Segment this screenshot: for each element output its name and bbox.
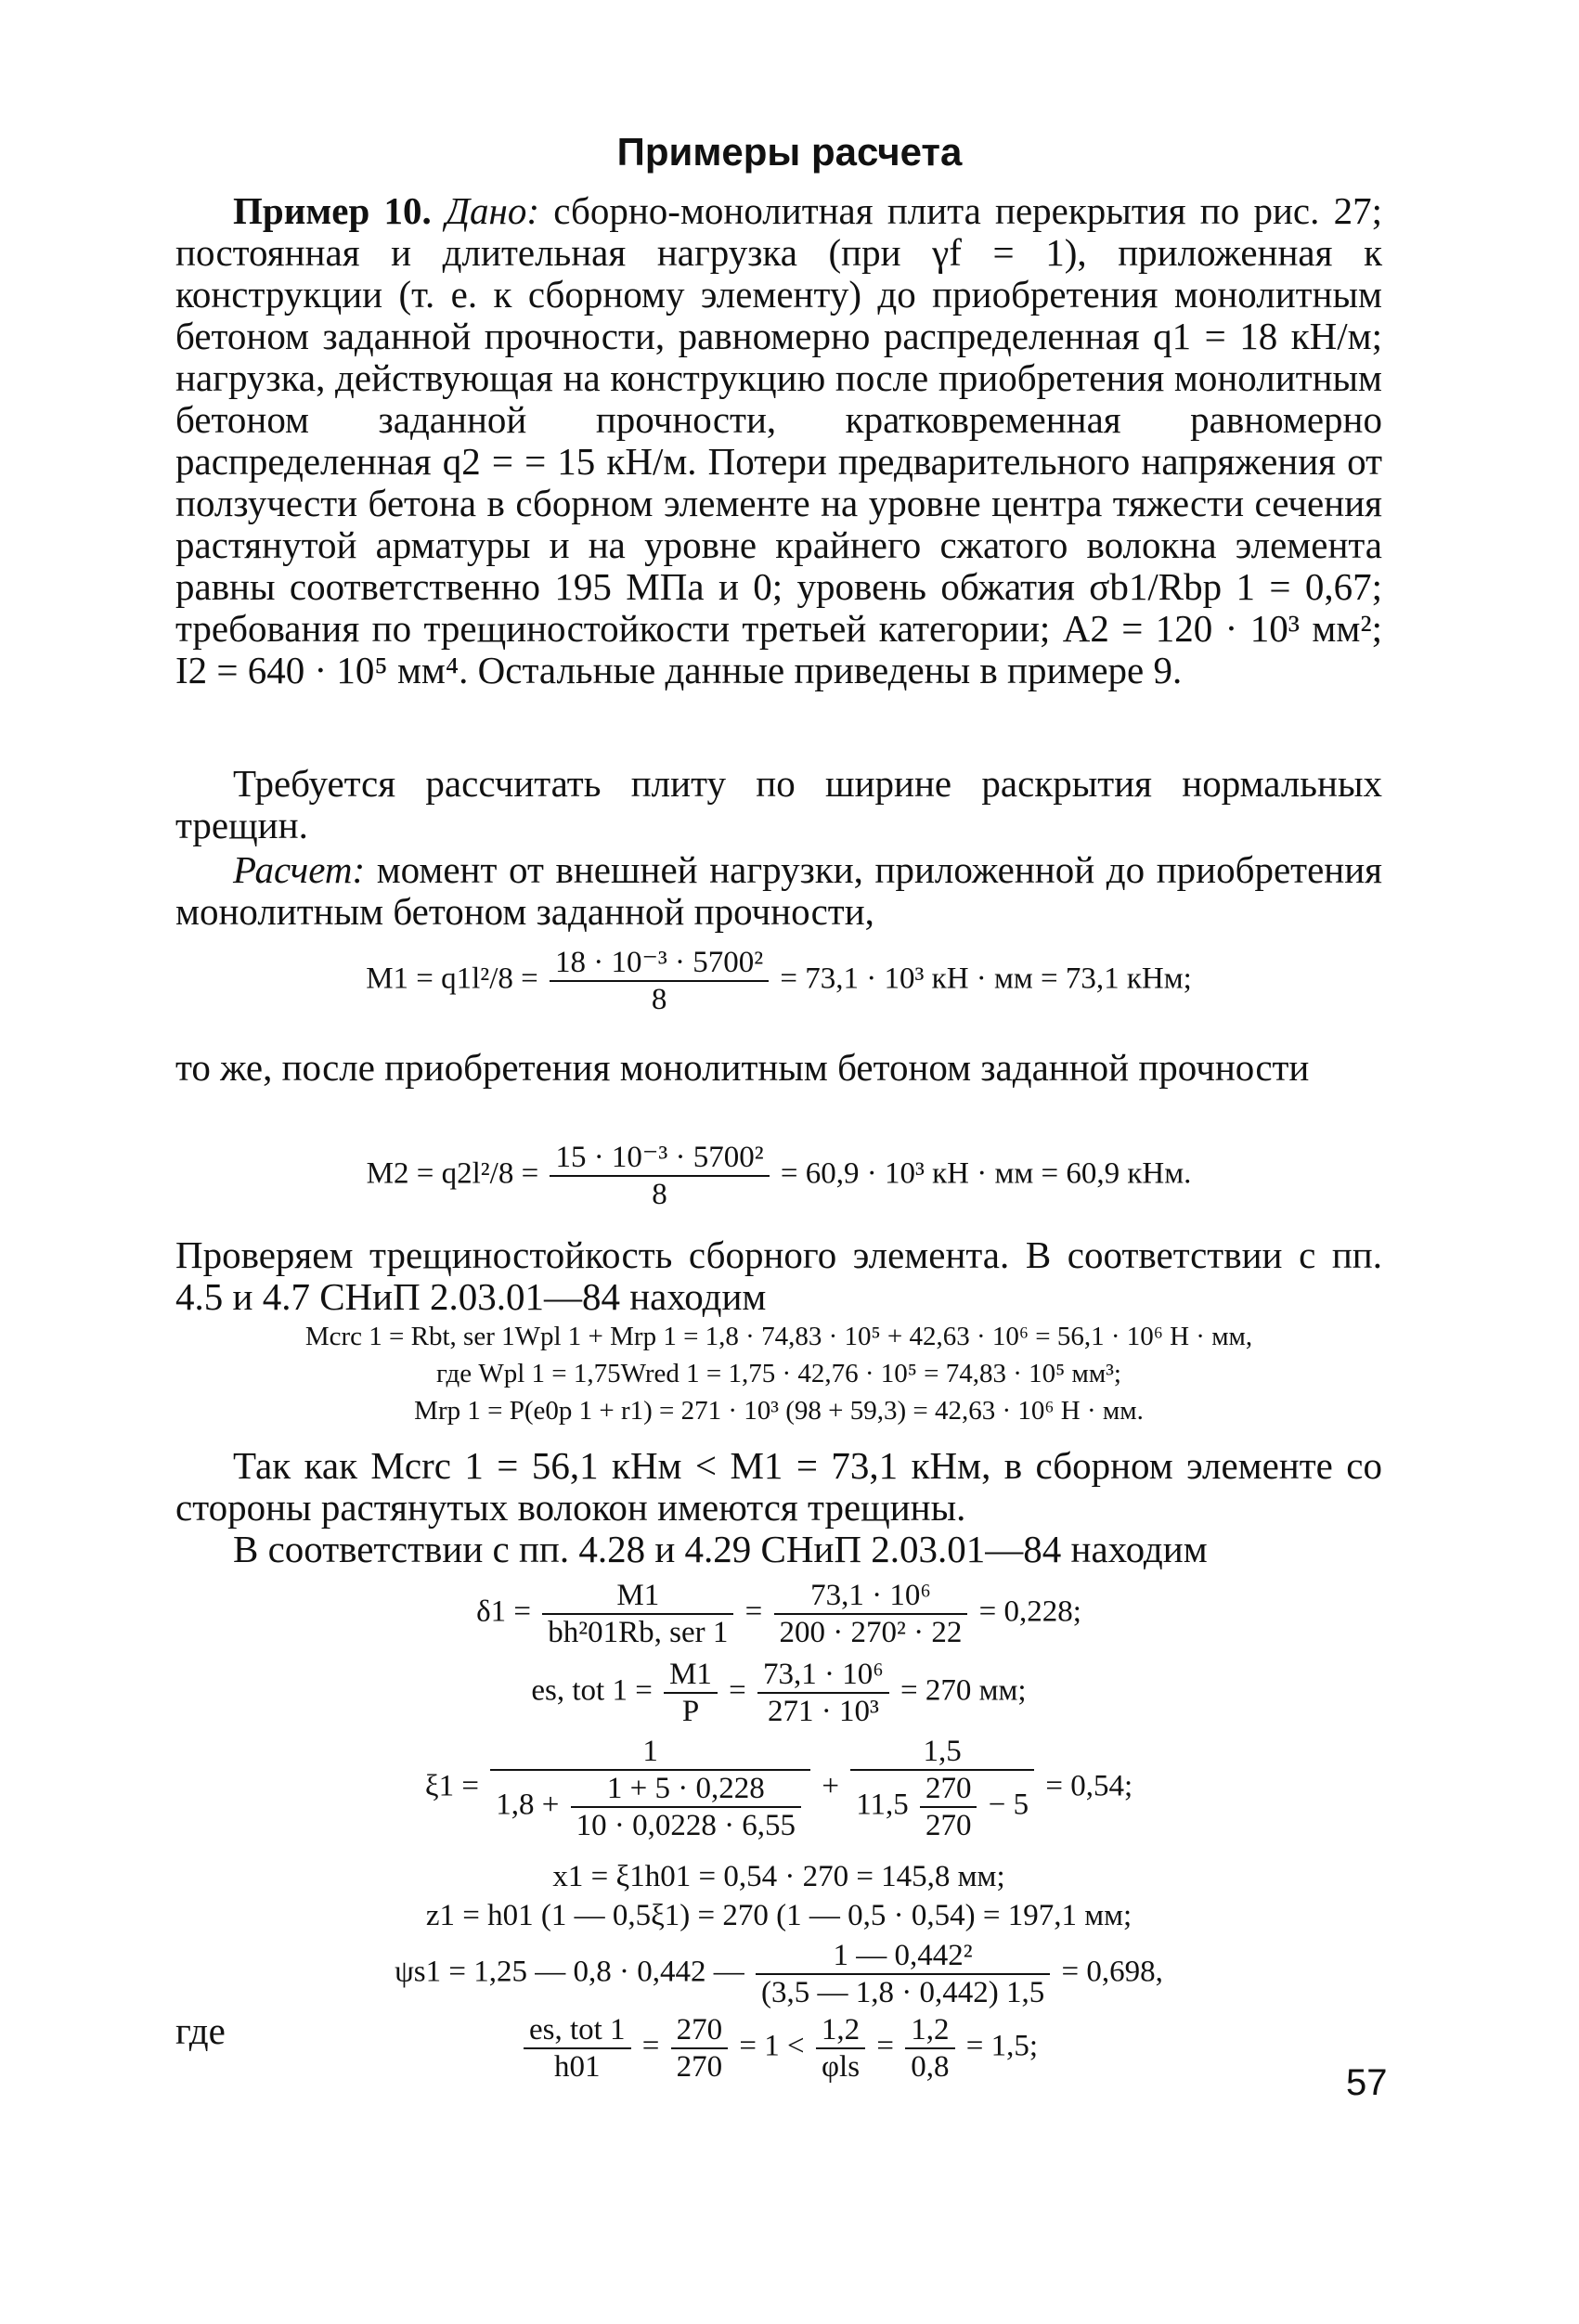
where-f1-numerator: es, tot 1 — [524, 2012, 631, 2049]
crc-line-1: Mcrc 1 = Rbt, ser 1Wpl 1 + Mrp 1 = 1,8 · 74,83 · 10⁵ + 42,63 · 10⁶ = 56,1 · 10⁶ Н · мм, — [304, 1322, 1253, 1351]
where-fraction-1 — [524, 2012, 631, 2085]
formula-z1: z1 = h01 (1 — 0,5ξ1) = 270 (1 — 0,5 · 0,54) = 197,1 мм; — [425, 1899, 1132, 1932]
es-fraction-2 — [757, 1657, 889, 1729]
requirement-paragraph: Требуется рассчитать плиту по ширине раскрытия нормальных трещин. — [175, 762, 1382, 846]
where-f2-numerator: 270 — [671, 2012, 729, 2049]
formula-es — [175, 1657, 1382, 1729]
m2-numerator: 15 · 10⁻³ · 5700² — [550, 1140, 769, 1177]
where-fraction-3 — [816, 2012, 865, 2085]
calc-paragraph — [175, 849, 1382, 933]
m1-fraction — [550, 945, 769, 1017]
xi-f1-nested-numerator: 1 + 5 · 0,228 — [571, 1771, 801, 1808]
es-f1-denominator: P — [681, 1695, 700, 1728]
m2-rhs: = 60,9 · 10³ кН · мм = 60,9 кНм. — [780, 1156, 1192, 1191]
delta-rhs: = 0,228; — [978, 1595, 1081, 1629]
formula-psi — [175, 1938, 1382, 2010]
where-f4-denominator: 0,8 — [911, 2050, 950, 2084]
es-eq: = — [729, 1673, 746, 1708]
es-f2-numerator: 73,1 · 10⁶ — [757, 1657, 889, 1694]
formula-m1 — [175, 945, 1382, 1017]
es-lhs: es, tot 1 = — [531, 1673, 653, 1708]
psi-lhs: ψs1 = 1,25 — 0,8 · 0,442 — — [395, 1955, 744, 1989]
where-f3-denominator: φls — [821, 2050, 861, 2084]
xi-f2-nested-numerator: 270 — [920, 1771, 977, 1808]
m2-fraction — [550, 1140, 769, 1212]
xi-plus: + — [822, 1769, 839, 1803]
xi-f2-nested-fraction — [920, 1771, 977, 1843]
xi-f2-numerator: 1,5 — [850, 1734, 1034, 1771]
delta-fraction-2 — [774, 1578, 968, 1650]
formula-m2 — [175, 1140, 1382, 1212]
crc-block — [175, 1318, 1382, 1429]
crc-line-2: где Wpl 1 = 1,75Wred 1 = 1,75 · 42,76 · 10⁵ = 74,83 · 10⁵ мм³; — [436, 1359, 1121, 1388]
psi-denominator: (3,5 — 1,8 · 0,442) 1,5 — [761, 1976, 1045, 2009]
same-after-paragraph: то же, после приобретения монолитным бетоном заданной прочности — [175, 1046, 1310, 1089]
xi-f1-numerator: 1 — [490, 1734, 810, 1771]
xi-f2-den-prefix: 11,5 — [856, 1788, 909, 1822]
xi-f1-denominator — [490, 1771, 810, 1843]
delta-eq: = — [744, 1595, 763, 1629]
given-label: Дано: — [445, 189, 540, 232]
m1-denominator: 8 — [651, 983, 667, 1016]
where-fraction-4 — [905, 2012, 954, 2085]
xi-fraction-2 — [850, 1734, 1034, 1843]
calc-text: момент от внешней нагрузки, приложенной до приобретения монолитным бетоном заданной прочности, — [175, 848, 1383, 933]
where-mid: = 1 < — [739, 2029, 805, 2063]
delta-f2-denominator: 200 · 270² · 22 — [779, 1616, 963, 1649]
where-f3-numerator: 1,2 — [816, 2012, 865, 2049]
xi-f2-nested-denominator: 270 — [925, 1809, 972, 1842]
example-paragraph — [175, 190, 1382, 691]
formula-where — [175, 2009, 1382, 2085]
where-eq-2: = — [876, 2029, 895, 2063]
m2-denominator: 8 — [652, 1178, 667, 1211]
accordance-paragraph: В соответствии с пп. 4.28 и 4.29 СНиП 2.03.01—84 находим — [233, 1528, 1208, 1570]
es-f2-denominator: 271 · 10³ — [767, 1695, 879, 1728]
where-f2-denominator: 270 — [676, 2050, 723, 2084]
xi-rhs: = 0,54; — [1045, 1769, 1133, 1803]
delta-f2-numerator: 73,1 · 10⁶ — [774, 1578, 968, 1615]
formula-xi — [175, 1734, 1382, 1843]
delta-fraction-1 — [542, 1578, 733, 1650]
m1-rhs: = 73,1 · 10³ кН · мм = 73,1 кНм; — [780, 962, 1192, 996]
where-rhs: = 1,5; — [965, 2029, 1039, 2063]
where-f4-numerator: 1,2 — [905, 2012, 954, 2049]
xi-fraction-1 — [490, 1734, 810, 1843]
formula-x1: x1 = ξ1h01 = 0,54 · 270 = 145,8 мм; — [552, 1860, 1005, 1893]
m1-numerator: 18 · 10⁻³ · 5700² — [550, 945, 769, 982]
check-paragraph: Проверяем трещиностойкость сборного элемента. В соответствии с пп. 4.5 и 4.7 СНиП 2.03.01—84 находим — [175, 1233, 1382, 1318]
xi-f1-den-prefix: 1,8 + — [496, 1788, 560, 1822]
section-heading: Примеры расчета — [616, 130, 963, 174]
where-eq-1: = — [641, 2029, 660, 2063]
xi-f1-nested-fraction — [571, 1771, 801, 1843]
calc-label: Расчет: — [233, 848, 366, 891]
es-fraction-1 — [664, 1657, 718, 1729]
xi-f2-den-suffix: − 5 — [988, 1788, 1029, 1822]
example-label: Пример 10. — [233, 189, 432, 232]
where-label: где — [175, 2009, 226, 2052]
formula-delta — [175, 1578, 1382, 1650]
xi-lhs: ξ1 = — [424, 1769, 479, 1803]
delta-lhs: δ1 = — [476, 1595, 531, 1629]
m2-lhs: M2 = q2l²/8 = — [366, 1156, 539, 1191]
es-rhs: = 270 мм; — [900, 1673, 1027, 1708]
where-fraction-2 — [671, 2012, 729, 2085]
page-number: 57 — [1346, 2062, 1388, 2103]
psi-numerator: 1 — 0,442² — [756, 1938, 1050, 1975]
delta-f1-denominator: bh²01Rb, ser 1 — [548, 1616, 729, 1649]
xi-f1-nested-denominator: 10 · 0,0228 · 6,55 — [576, 1809, 796, 1842]
es-f1-numerator: M1 — [664, 1657, 718, 1694]
xi-f2-denominator — [850, 1771, 1034, 1843]
psi-rhs: = 0,698, — [1061, 1955, 1163, 1989]
m1-lhs: M1 = q1l²/8 = — [366, 962, 538, 996]
where-f1-denominator: h01 — [553, 2050, 601, 2084]
since-paragraph: Так как Mcrc 1 = 56,1 кНм < M1 = 73,1 кНм, в сборном элементе со стороны растянутых волокон имеются трещины. — [175, 1444, 1382, 1529]
delta-f1-numerator: M1 — [542, 1578, 733, 1615]
crc-line-3: Mrp 1 = P(e0p 1 + r1) = 271 · 10³ (98 + 59,3) = 42,63 · 10⁶ Н · мм. — [414, 1396, 1144, 1426]
psi-fraction — [756, 1938, 1050, 2010]
example-body: сборно-монолитная плита перекрытия по рис. 27; постоянная и длительная нагрузка (при γf = 1), приложенная к конструкции (т. е. к сборному элементу) до приобретения монолитным бетоном заданной прочности, равномерно распределенная q1 = 18 кН/м; нагрузка, действующая на конструкцию после приобретения монолитным бетоном заданной прочности, кратковременная равномерно распределенная q2 = = 15 кН/м. Потери предварительного напряжения от ползучести бетона в сборном элементе на уровне центра тяжести сечения растянутой арматуры и на уровне крайнего сжатого волокна элемента равны соответственно 195 МПа и 0; уровень обжатия σb1/Rbp 1 = 0,67; требования по трещиностойкости третьей категории; A2 = 120 · 10³ мм²; I2 = 640 · 10⁵ мм⁴. Остальные данные приведены в примере 9. — [175, 189, 1382, 691]
